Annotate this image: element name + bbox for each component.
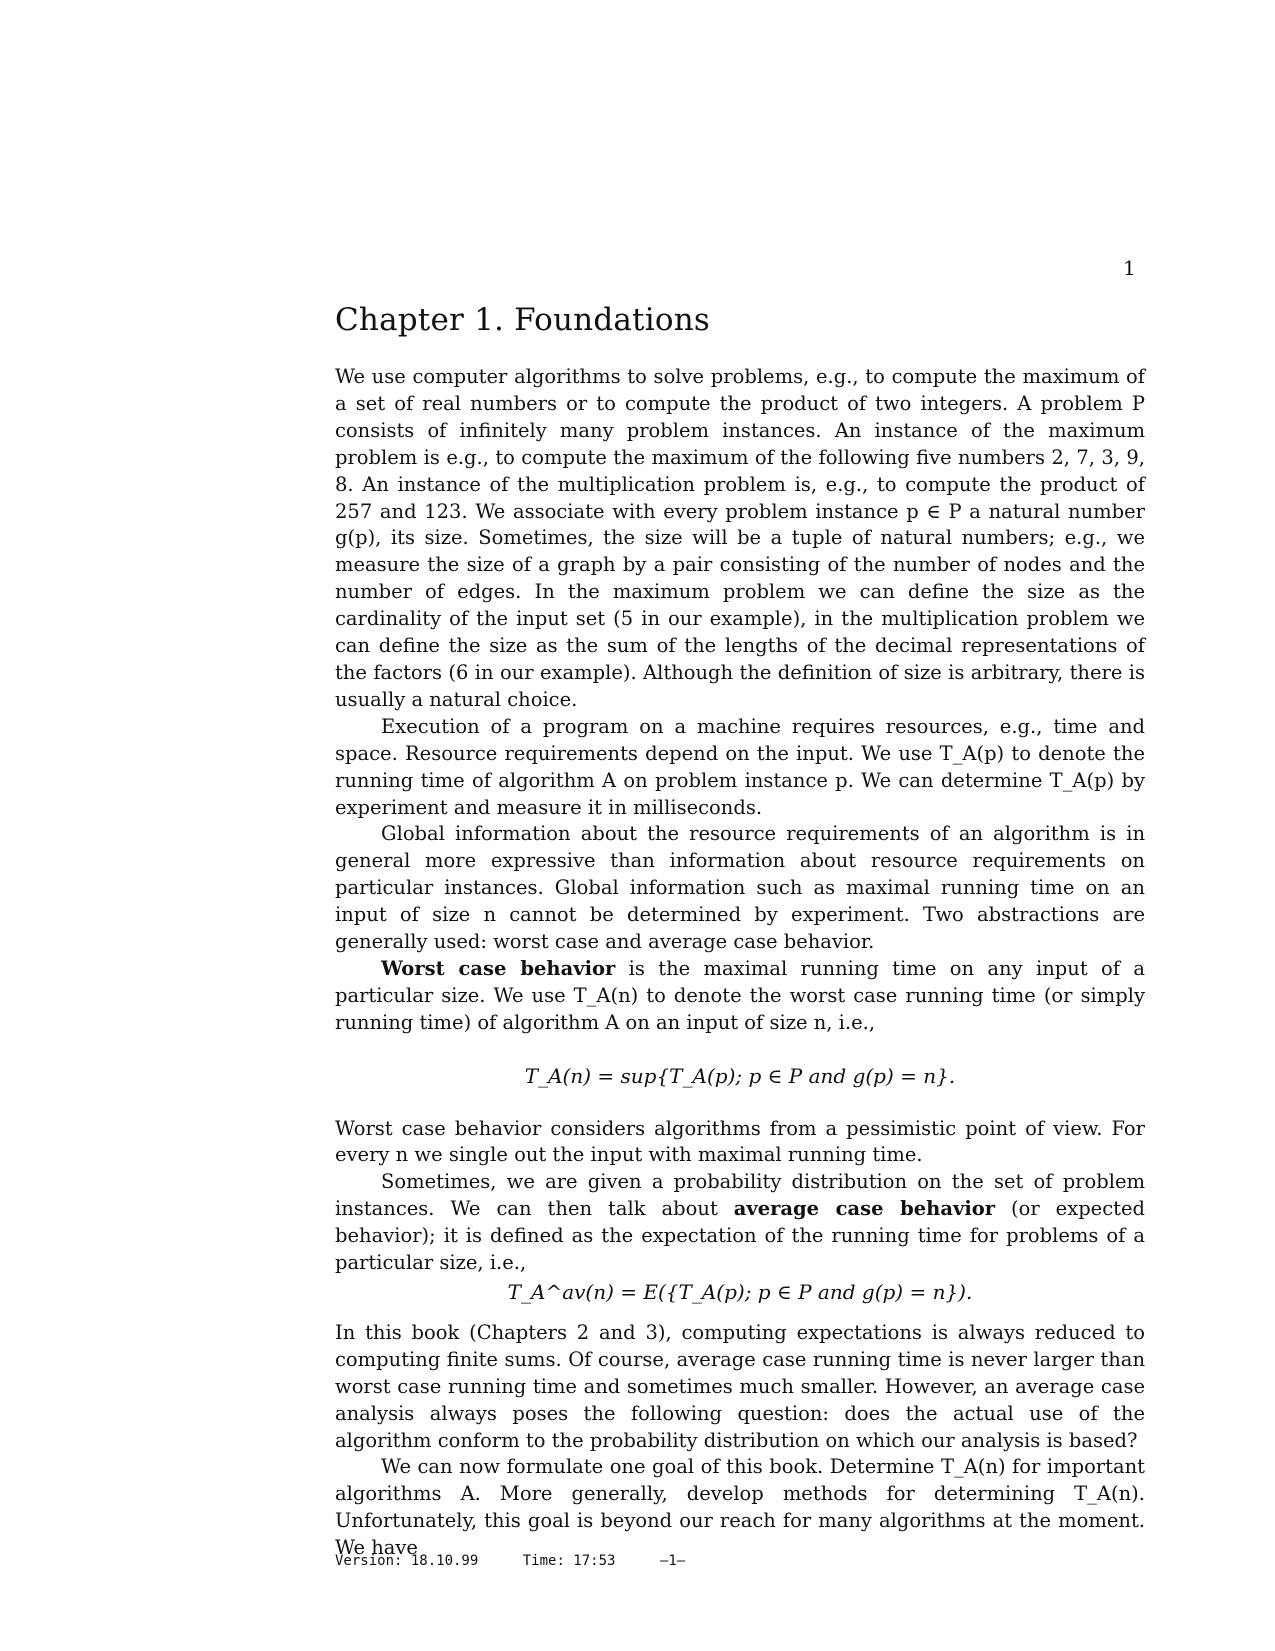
term-average-case-behavior: average case behavior [733,1197,996,1221]
paragraph-worst-case [335,956,1145,1037]
paragraph-resources: Execution of a program on a machine requires resources, e.g., time and space. Resource requirements depend on the input. We use T_A(p) to denote the running time of algorithm A on problem instance p. We can determine T_A(p) by experiment and measure it in milliseconds. [335,714,1145,819]
paragraph-expectations: In this book (Chapters 2 and 3), computing expectations is always reduced to computing finite sums. Of course, average case running time is never larger than worst case running time and sometimes much smaller. However, an average case analysis always poses the following question: does the actual use of the algorithm conform to the probability distribution on which our analysis is based? [335,1320,1145,1452]
paragraph-pessimistic: Worst case behavior considers algorithms from a pessimistic point of view. For every n we single out the input with maximal running time. [335,1116,1145,1167]
footer-version: Version: 18.10.99 [335,1553,479,1569]
equation-worst-case: T_A(n) = sup{T_A(p); p ∈ P and g(p) = n}. [524,1063,956,1088]
body-text [335,364,1145,1562]
term-worst-case-behavior: Worst case behavior [381,956,616,980]
footer-time: Time: 17:53 [522,1553,616,1569]
paragraph-problem-size: We use computer algorithms to solve problems, e.g., to compute the maximum of a set of real numbers or to compute the product of two integers. A problem P consists of infinitely many problem instances. An instance of the maximum problem is e.g., to compute the maximum of the following five numbers 2, 7, 3, 9, 8. An instance of the multiplication problem is, e.g., to compute the product of 257 and 123. We associate with every problem instance p ∈ P a natural number g(p), its size. Sometimes, the size will be a tuple of natural numbers; e.g., we measure the size of a graph by a pair consisting of the number of nodes and the number of edges. In the maximum problem we can define the size as the cardinality of the input set (5 in our example), in the multiplication problem we can define the size as the sum of the lengths of the decimal representations of the factors (6 in our example). Although the definition of size is arbitrary, there is usually a natural choice. [335,365,1145,711]
average-case-definition: (or expected behavior); it is defined as the expectation of the running time for problems of a particular size, i.e., [335,1197,1145,1275]
worst-case-definition: is the maximal running time on any input of a particular size. We use T_A(n) to denote the worst case running time (or simply running time) of algorithm A on an input of size n, i.e., [335,956,1145,1034]
paragraph-goal: We can now formulate one goal of this book. Determine T_A(n) for important algorithms A. More generally, develop methods for determining T_A(n). Unfortunately, this goal is beyond our reach for many algorithms at the moment. We have [335,1455,1145,1560]
average-case-intro: Sometimes, we are given a probability distribution on the set of problem instances. We can then talk about [335,1170,1145,1221]
page-number: 1 [1123,256,1136,280]
equation-average-case: T_A^av(n) = E({T_A(p); p ∈ P and g(p) = n}). [507,1280,973,1304]
paragraph-global-information: Global information about the resource requirements of an algorithm is in general more expressive than information about resource requirements on particular instances. Global information such as maximal running time on an input of size n cannot be determined by experiment. Two abstractions are generally used: worst case and average case behavior. [335,822,1145,954]
paragraph-average-case [335,1169,1145,1277]
chapter-title: Chapter 1. Foundations [335,302,710,338]
page-footer [335,1553,721,1569]
footer-page: –1– [659,1553,686,1569]
